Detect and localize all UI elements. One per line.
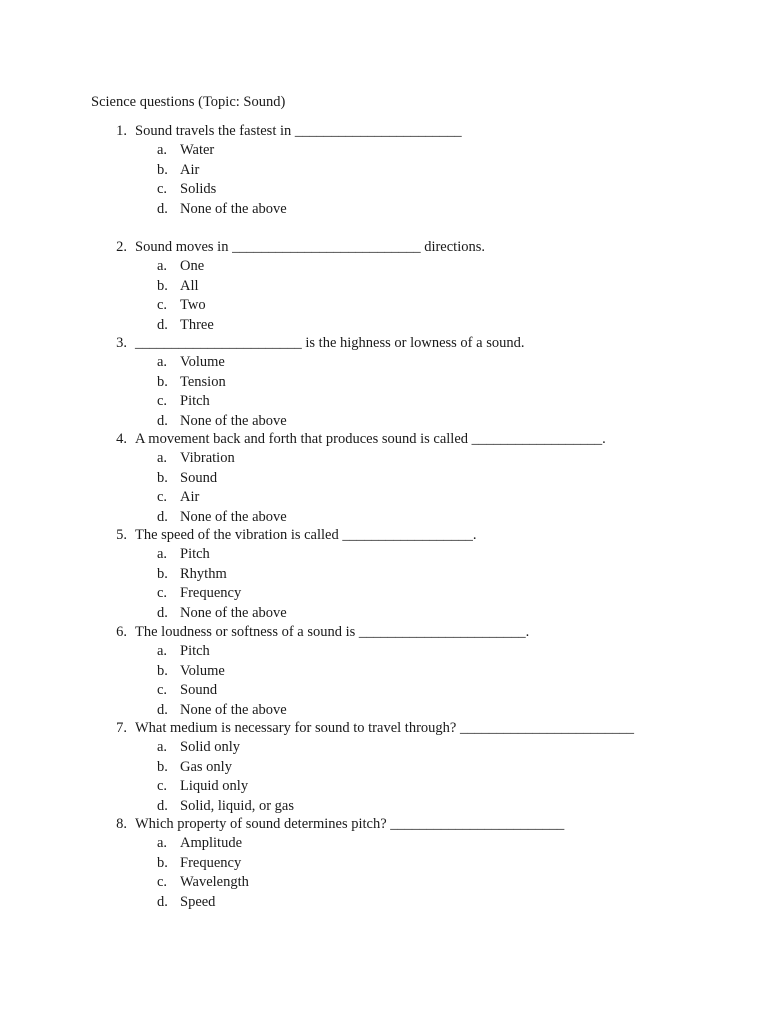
option-letter: c.: [157, 585, 168, 602]
option-letter: a.: [157, 835, 168, 852]
option-text: Solids: [180, 181, 217, 198]
option-letter: b.: [157, 161, 168, 178]
option-letter: b.: [157, 277, 168, 294]
option-letter: d.: [157, 604, 168, 621]
question-number: 4.: [116, 431, 127, 447]
option-letter: b.: [157, 662, 168, 679]
option-letter: a.: [157, 546, 168, 563]
option-letter: b.: [157, 565, 168, 582]
option-text: Pitch: [180, 393, 210, 410]
option-letter: a.: [157, 643, 168, 660]
option-text: None of the above: [180, 412, 287, 429]
option-text: None of the above: [180, 508, 287, 525]
option-letter: d.: [157, 508, 168, 525]
option-text: Sound: [180, 682, 218, 699]
option-text: Frequency: [180, 585, 242, 602]
option-text: Volume: [180, 662, 225, 679]
question-number: 1.: [116, 123, 127, 139]
option-letter: d.: [157, 200, 168, 217]
option-letter: d.: [157, 701, 168, 718]
option-text: Pitch: [180, 546, 210, 563]
question-number: 5.: [116, 527, 127, 543]
option-text: None of the above: [180, 701, 287, 718]
question-text: Which property of sound determines pitch? ________________________: [135, 816, 565, 832]
option-letter: c.: [157, 297, 168, 314]
option-text: Speed: [180, 893, 216, 910]
question-number: 3.: [116, 335, 127, 351]
option-letter: a.: [157, 739, 168, 756]
option-text: Rhythm: [180, 565, 227, 582]
option-letter: a.: [157, 258, 168, 275]
option-letter: d.: [157, 797, 168, 814]
question-text: Sound travels the fastest in _______________________: [135, 123, 462, 139]
option-letter: a.: [157, 450, 168, 467]
question-text: _______________________ is the highness or lowness of a sound.: [135, 335, 525, 351]
question-number: 8.: [116, 816, 127, 832]
option-text: Three: [180, 316, 214, 333]
option-letter: a.: [157, 142, 168, 159]
option-letter: d.: [157, 412, 168, 429]
question-text: The speed of the vibration is called __________________.: [135, 527, 477, 543]
option-letter: b.: [157, 469, 168, 486]
option-text: Tension: [180, 373, 226, 390]
option-letter: d.: [157, 893, 168, 910]
option-text: Sound: [180, 469, 218, 486]
question-number: 2.: [116, 239, 127, 255]
option-text: Two: [180, 297, 206, 314]
option-text: Liquid only: [180, 778, 249, 795]
question-text: What medium is necessary for sound to travel through? ________________________: [135, 720, 634, 736]
option-letter: a.: [157, 354, 168, 371]
option-letter: c.: [157, 489, 168, 506]
option-letter: d.: [157, 316, 168, 333]
worksheet-title: Science questions (Topic: Sound): [91, 94, 286, 110]
option-text: Vibration: [180, 450, 235, 467]
option-text: None of the above: [180, 200, 287, 217]
option-text: Frequency: [180, 854, 242, 871]
option-text: Gas only: [180, 758, 232, 775]
question-text: Sound moves in __________________________ directions.: [135, 239, 486, 255]
question-text: The loudness or softness of a sound is _______________________.: [135, 624, 530, 640]
question-number: 6.: [116, 624, 127, 640]
option-letter: c.: [157, 393, 168, 410]
option-text: None of the above: [180, 604, 287, 621]
option-letter: b.: [157, 373, 168, 390]
option-text: Air: [180, 161, 200, 178]
option-text: Volume: [180, 354, 225, 371]
option-letter: b.: [157, 758, 168, 775]
option-text: Amplitude: [180, 835, 243, 852]
option-text: Air: [180, 489, 200, 506]
option-letter: c.: [157, 874, 168, 891]
question-number: 7.: [116, 720, 127, 736]
option-letter: c.: [157, 682, 168, 699]
option-text: Water: [180, 142, 215, 159]
option-letter: b.: [157, 854, 168, 871]
option-letter: c.: [157, 181, 168, 198]
option-text: All: [180, 277, 199, 294]
question-text: A movement back and forth that produces sound is called __________________.: [135, 431, 606, 447]
option-text: Pitch: [180, 643, 210, 660]
option-text: Solid only: [180, 739, 241, 756]
option-text: One: [180, 258, 205, 275]
option-text: Wavelength: [180, 874, 249, 891]
option-text: Solid, liquid, or gas: [180, 797, 294, 814]
option-letter: c.: [157, 778, 168, 795]
